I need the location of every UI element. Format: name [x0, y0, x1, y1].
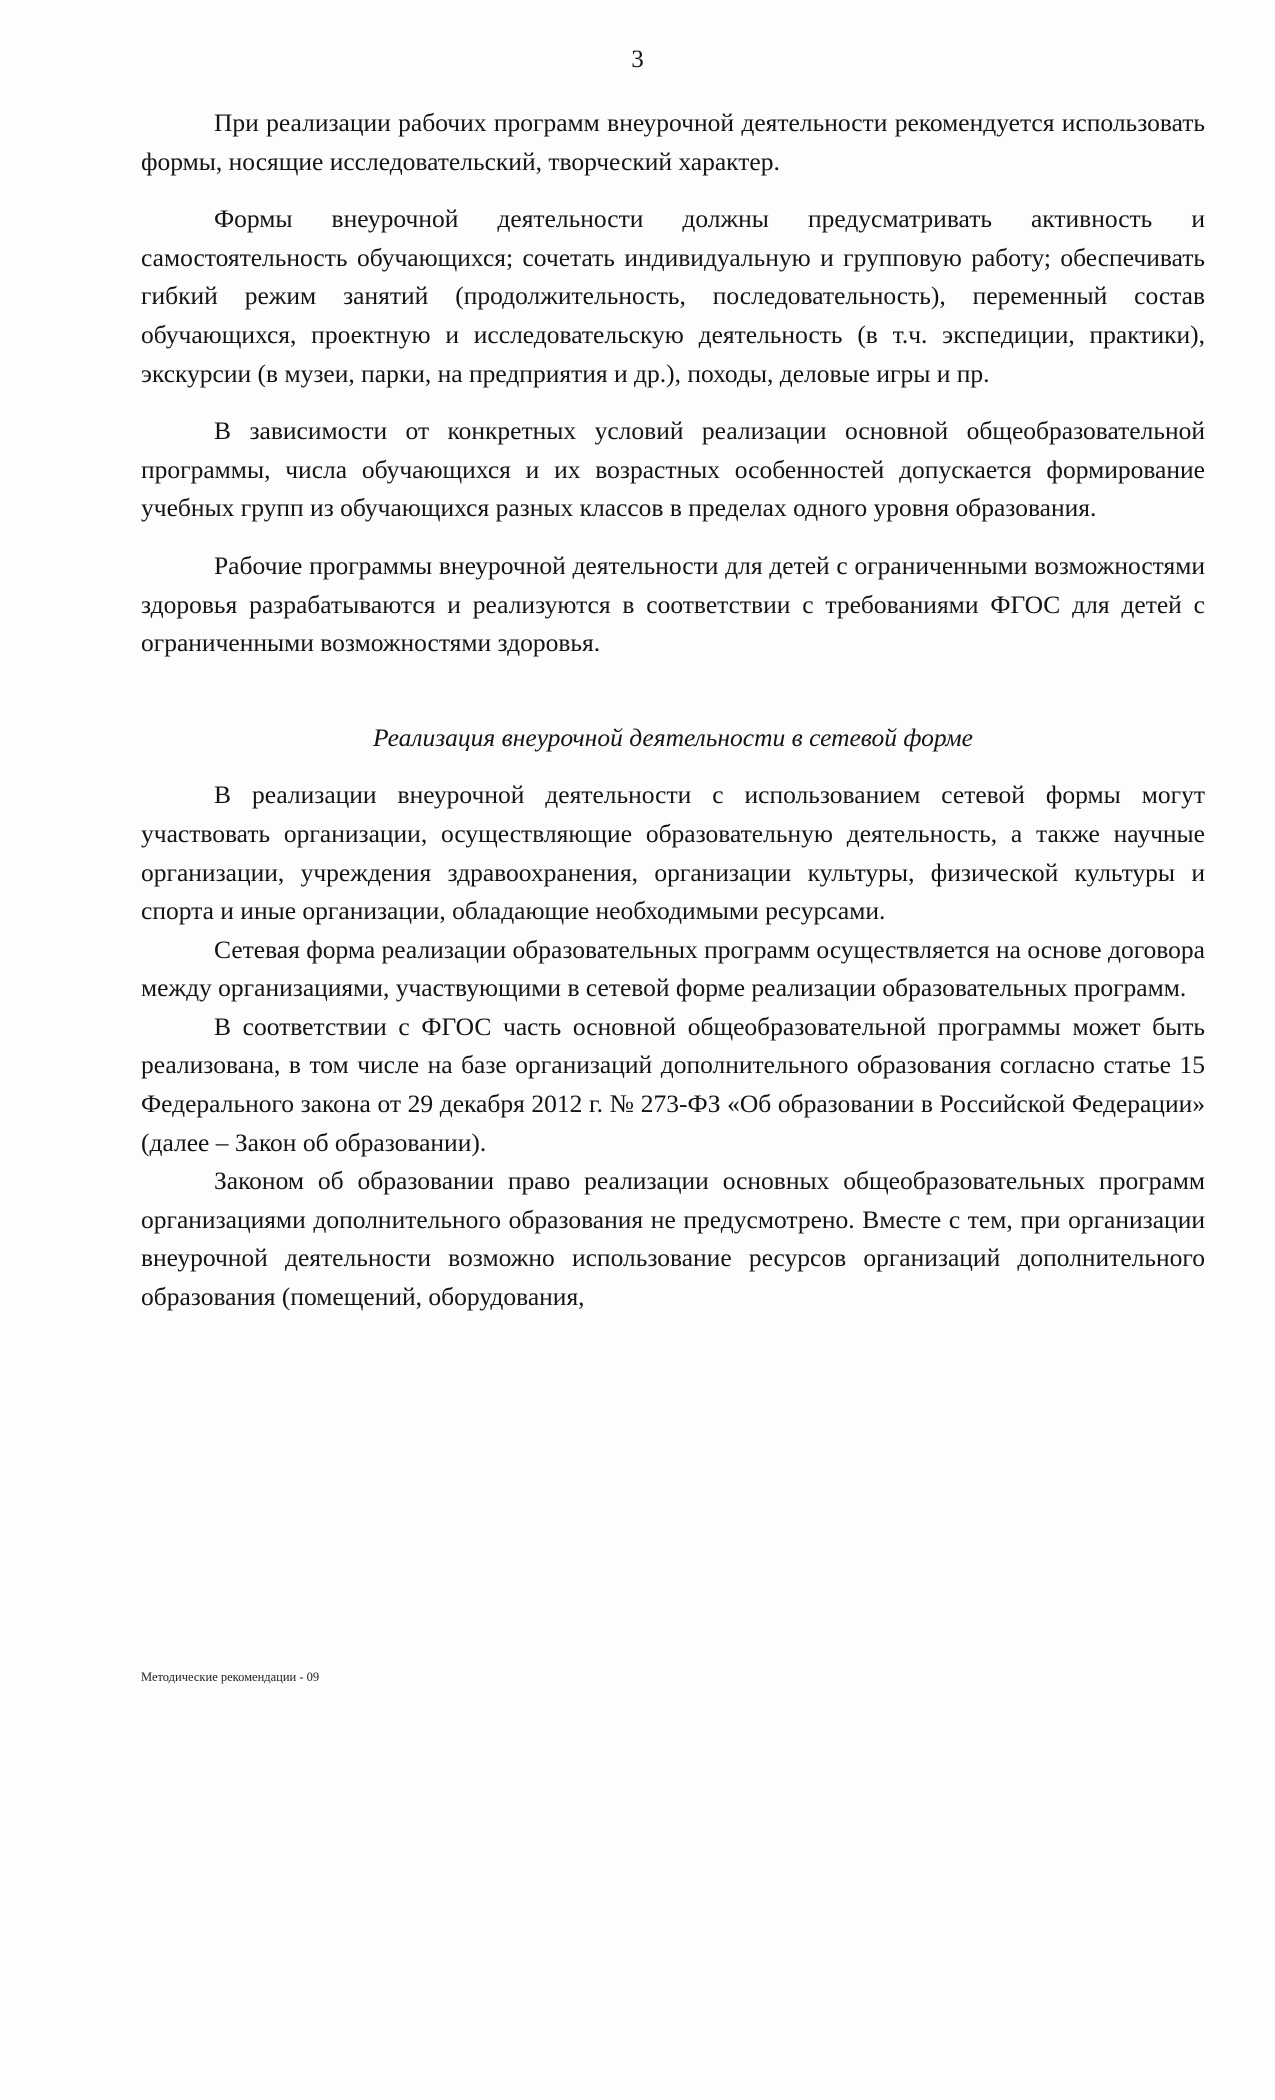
paragraph-forms-research: При реализации рабочих программ внеурочной деятельности рекомендуется использовать формы, носящие исследовательский, творческий характер. — [141, 108, 1205, 176]
paragraph-disabilities: Рабочие программы внеурочной деятельности для детей с ограниченными возможностями здоровья разрабатываются и реализуются в соответствии с требованиями ФГОС для детей с ограниченными возможностями здоровья. — [141, 550, 1205, 658]
page-number: 3 — [631, 46, 644, 73]
paragraph-network-contract: Сетевая форма реализации образовательных программ осуществляется на основе договора между организациями, участвующими в сетевой форме реализации образовательных программ. — [141, 934, 1205, 1003]
paragraph-additional-education: Законом об образовании право реализации основных общеобразовательных программ организациями дополнительного образования не предусмотрено. Вместе с тем, при организации внеурочной деятельности возможно использование ресурсов организаций дополнительного образования (помещений, оборудования, — [141, 1166, 1205, 1312]
paragraph-network-participants: В реализации внеурочной деятельности с использованием сетевой формы могут участвовать организации, осуществляющие образовательную деятельность, а также научные организации, учреждения здравоохранения, организации культуры, физической культуры и спорта и иные организации, обладающие необходимыми ресурсами. — [141, 780, 1205, 926]
section-title: Реализация внеурочной деятельности в сетевой форме — [372, 722, 974, 752]
document-body — [141, 104, 1205, 1317]
paragraph-forms-activity: Формы внеурочной деятельности должны предусматривать активность и самостоятельность обучающихся; сочетать индивидуальную и групповую работу; обеспечивать гибкий режим занятий (продолжительность, последовательность), переменный состав обучающихся, проектную и исследовательскую деятельность (в т.ч. экспедиции, практики), экскурсии (в музеи, парки, на предприятия и др.), походы, деловые игры и пр. — [141, 204, 1205, 388]
paragraph-fgos-law: В соответствии с ФГОС часть основной общеобразовательной программы может быть реализована, в том числе на базе организаций дополнительного образования согласно статье 15 Федерального закона от 29 декабря 2012 г. № 273-ФЗ «Об образовании в Российской Федерации» (далее – Закон об образовании). — [141, 1011, 1205, 1157]
page-footer: Методические рекомендации - 09 — [141, 1670, 320, 1684]
paragraph-study-groups: В зависимости от конкретных условий реализации основной общеобразовательной программы, числа обучающихся и их возрастных особенностей допускается формирование учебных групп из обучающихся разных классов в пределах одного уровня образования. — [141, 416, 1205, 523]
